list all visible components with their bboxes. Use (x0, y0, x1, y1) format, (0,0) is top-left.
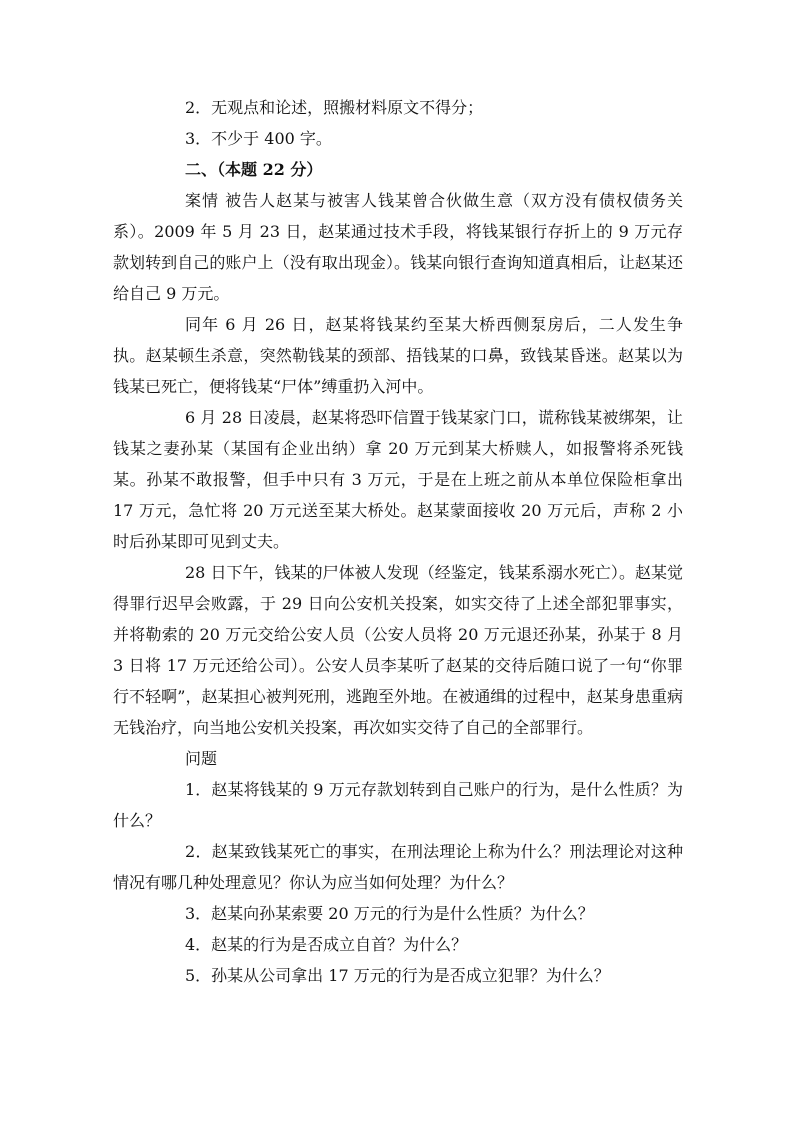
requirement-item-3: 3．不少于 400 字。 (185, 129, 332, 148)
case-paragraph-4: 28 日下午，钱某的尸体被人发现（经鉴定，钱某系溺水死亡）。赵某觉得罪行迟早会败露，于 29 日向公安机关投案，如实交待了上述全部犯罪事实，并将勒索的 20 万元交给公安人员（公安人员将 20 万元退还孙某，孙某于 8 月 3 日将 17 万元还给公司）。公安人员李某听了赵某的交待后随口说了一句“你罪行不轻啊”，赵某担心被判死刑，逃跑至外地。在被通缉的过程中，赵某身患重病无钱治疗，向当地公安机关投案，再次如实交待了自己的全部罪行。 (113, 563, 683, 737)
question-3: 3．赵某向孙某索要 20 万元的行为是什么性质？为什么？ (185, 904, 594, 923)
document-page (113, 92, 683, 991)
question-5: 5．孙某从公司拿出 17 万元的行为是否成立犯罪？为什么？ (185, 966, 610, 985)
section-heading: 二、（本题 22 分） (185, 160, 323, 179)
question-2: 2．赵某致钱某死亡的事实，在刑法理论上称为什么？刑法理论对这种情况有哪几种处理意见？你认为应当如何处理？为什么？ (113, 842, 683, 892)
question-4: 4．赵某的行为是否成立自首？为什么？ (185, 935, 468, 954)
question-1: 1．赵某将钱某的 9 万元存款划转到自己账户的行为，是什么性质？为什么？ (113, 780, 683, 830)
case-paragraph-1: 案情 被告人赵某与被害人钱某曾合伙做生意（双方没有债权债务关系）。2009 年 5 月 23 日，赵某通过技术手段，将钱某银行存折上的 9 万元存款划转到自己的账户上（没有取出现金）。钱某向银行查询知道真相后，让赵某还给自己 9 万元。 (113, 191, 683, 303)
requirement-item-2: 2．无观点和论述，照搬材料原文不得分； (185, 98, 484, 117)
case-paragraph-3: 6 月 28 日凌晨，赵某将恐吓信置于钱某家门口，谎称钱某被绑架，让钱某之妻孙某（某国有企业出纳）拿 20 万元到某大桥赎人，如报警将杀死钱某。孙某不敢报警，但手中只有 3 万元，于是在上班之前从本单位保险柜拿出 17 万元，急忙将 20 万元送至某大桥处。赵某蒙面接收 20 万元后，声称 2 小时后孙某即可见到丈夫。 (113, 408, 683, 551)
case-paragraph-2: 同年 6 月 26 日，赵某将钱某约至某大桥西侧泵房后，二人发生争执。赵某顿生杀意，突然勒钱某的颈部、捂钱某的口鼻，致钱某昏迷。赵某以为钱某已死亡，便将钱某“尸体”缚重扔入河中。 (113, 315, 683, 396)
questions-label: 问题 (185, 749, 218, 768)
